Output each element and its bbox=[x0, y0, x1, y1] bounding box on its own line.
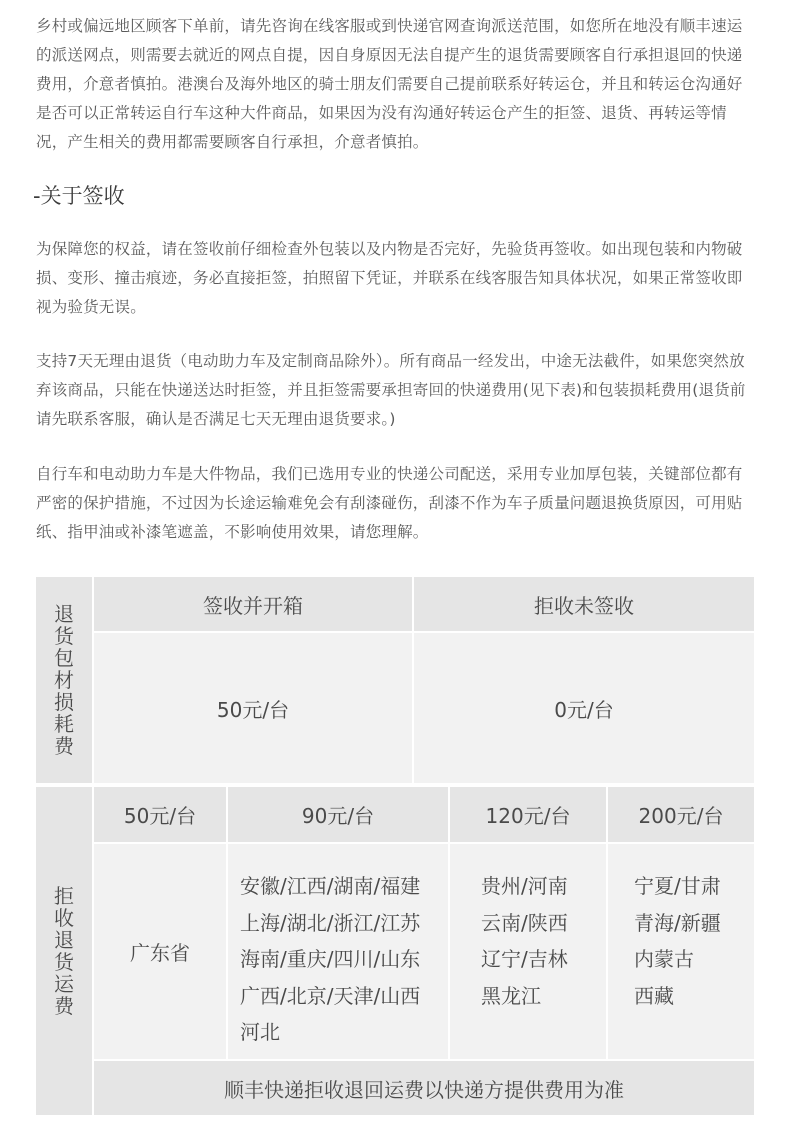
tier-price-120: 120元/台 bbox=[450, 787, 606, 842]
region-line: 贵州/河南 bbox=[481, 874, 568, 898]
tier-regions-120 bbox=[450, 844, 606, 1059]
region-line: 青海/新疆 bbox=[634, 910, 721, 935]
region-line: 云南/陕西 bbox=[481, 910, 568, 935]
return-shipping-row-label: 拒 收 退 货 运 费 bbox=[36, 787, 92, 1115]
tier-price-90: 90元/台 bbox=[228, 787, 448, 842]
tier-price-50: 50元/台 bbox=[94, 787, 226, 842]
signed-fee-value: 50元/台 bbox=[94, 633, 412, 783]
tier-regions-200 bbox=[608, 844, 754, 1059]
region-line: 安徽/江西/湖南/福建 bbox=[240, 874, 421, 898]
signed-opened-header: 签收并开箱 bbox=[94, 577, 412, 631]
region-line: 内蒙古 bbox=[634, 947, 694, 971]
return-fee-table bbox=[36, 577, 754, 1115]
region-line: 海南/重庆/四川/山东 bbox=[240, 947, 421, 971]
packaging-fee-row-label: 退 货 包 材 损 耗 费 bbox=[36, 577, 92, 783]
shipping-notice-paragraph: 乡村或偏远地区顾客下单前，请先咨询在线客服或到快递官网查询派送范围，如您所在地没有顺丰速运的派送网点，则需要去就近的网点自提，因自身原因无法自提产生的退货需要顾客自行承担退回的快递费用，介意者慎拍。港澳台及海外地区的骑士朋友们需要自己提前联系好转运仓，并且和转运仓沟通好是否可以正常转运自行车这种大件商品，如果因为没有沟通好转运仓产生的拒签、退货、再转运等情况，产生相关的费用都需要顾客自行承担，介意者慎拍。 bbox=[36, 17, 743, 151]
return-policy-paragraph: 支持7天无理由退货（电动助力车及定制商品除外）。所有商品一经发出，中途无法截件，如果您突然放弃该商品，只能在快递送达时拒签，并且拒签需要承担寄回的快递费用(见下表)和包装损耗费用(退货前请先联系客服，确认是否满足七天无理由退货要求。) bbox=[36, 352, 746, 428]
region-line: 辽宁/吉林 bbox=[481, 947, 568, 971]
rejected-unsigned-header: 拒收未签收 bbox=[414, 577, 754, 631]
region-line: 西藏 bbox=[634, 983, 674, 1008]
table-footer-note: 顺丰快递拒收退回运费以快递方提供费用为准 bbox=[94, 1061, 754, 1115]
region-line: 宁夏/甘肃 bbox=[634, 874, 721, 898]
tier-price-200: 200元/台 bbox=[608, 787, 754, 842]
region-line: 广东省 bbox=[130, 941, 190, 965]
scratch-disclaimer-paragraph: 自行车和电动助力车是大件物品，我们已选用专业的快递公司配送，采用专业加厚包装，关键部位都有严密的保护措施，不过因为长途运输难免会有刮漆碰伤，刮漆不作为车子质量问题退换货原因，可用贴纸、指甲油或补漆笔遮盖，不影响使用效果，请您理解。 bbox=[36, 465, 743, 541]
tier-regions-50 bbox=[94, 844, 226, 1059]
inspection-paragraph: 为保障您的权益，请在签收前仔细检查外包装以及内物是否完好，先验货再签收。如出现包装和内物破损、变形、撞击痕迹，务必直接拒签，拍照留下凭证，并联系在线客服告知具体状况，如果正常签收即视为验货无误。 bbox=[36, 240, 743, 316]
region-line: 黑龙江 bbox=[481, 983, 541, 1008]
rejected-fee-value: 0元/台 bbox=[414, 633, 754, 783]
tier-regions-90 bbox=[228, 844, 448, 1059]
region-line: 河北 bbox=[240, 1020, 280, 1044]
region-line: 广西/北京/天津/山西 bbox=[240, 983, 421, 1008]
region-line: 上海/湖北/浙江/江苏 bbox=[240, 910, 421, 935]
section-heading-signing: -关于签收 bbox=[33, 184, 125, 208]
